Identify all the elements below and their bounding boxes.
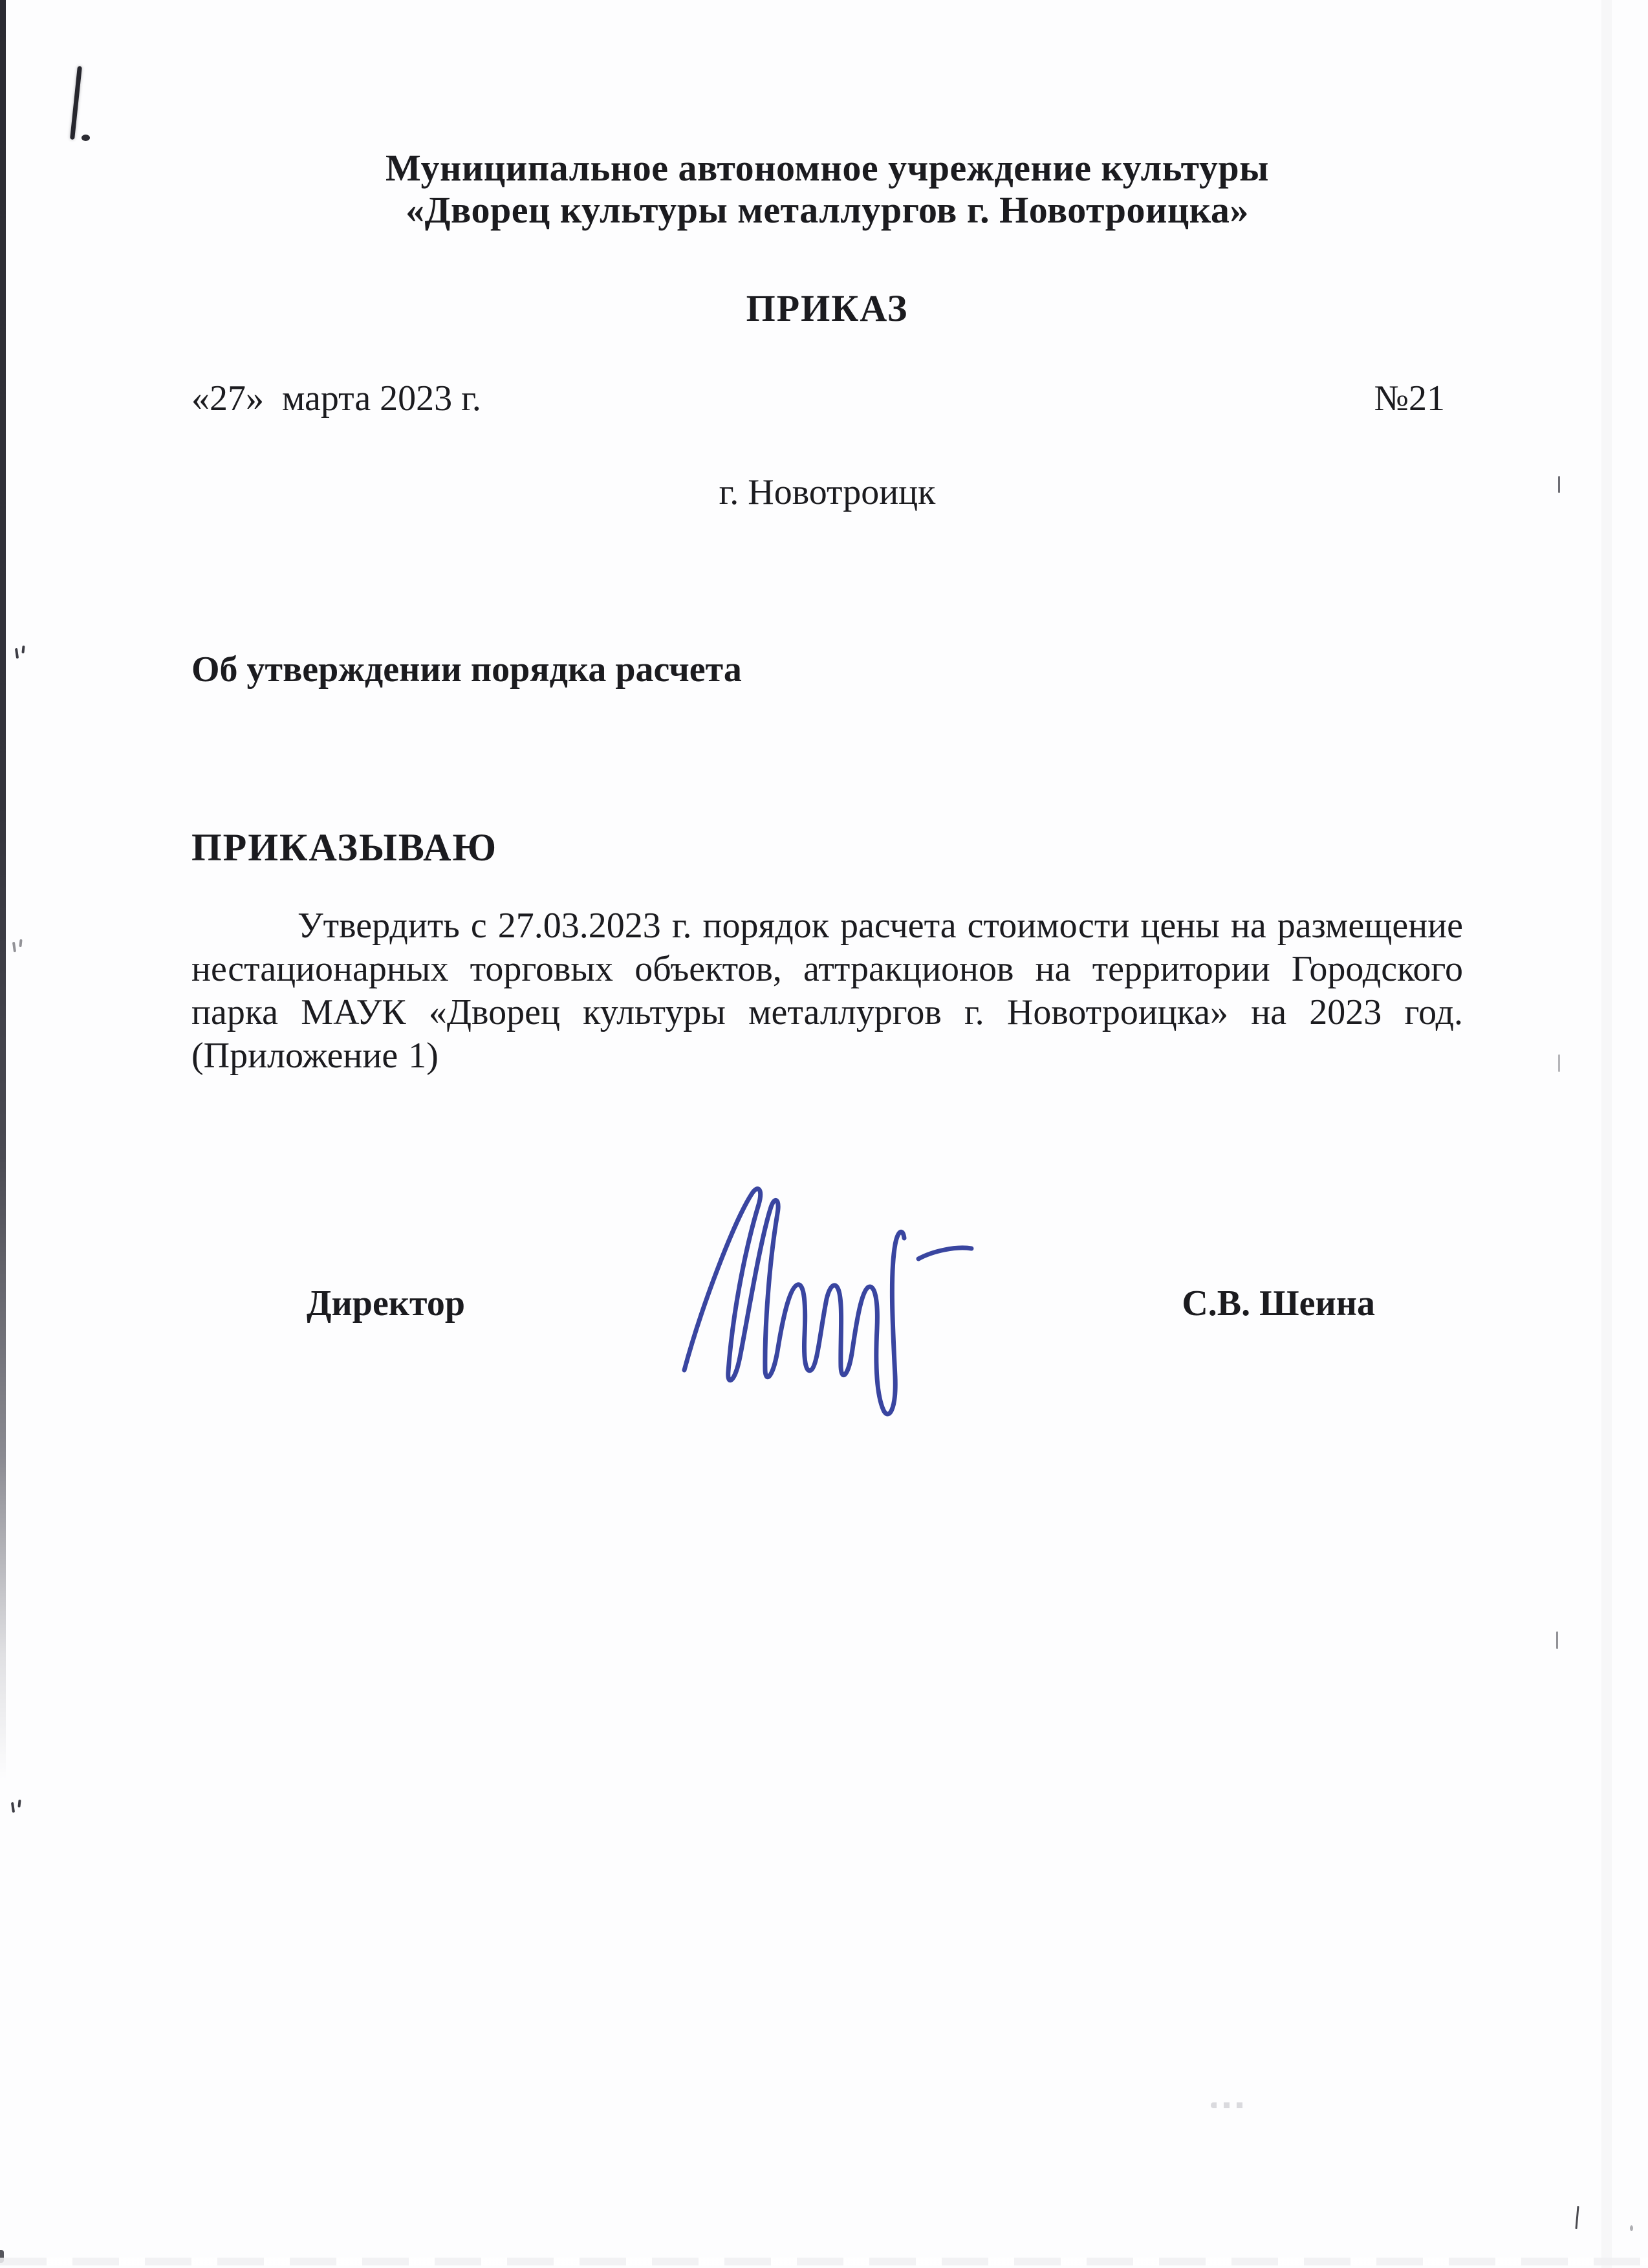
pen-tick <box>12 942 16 952</box>
staple-mark <box>70 66 82 140</box>
edge-tick-right-2 <box>1558 1054 1560 1072</box>
doc-type-title: ПРИКАЗ <box>746 287 909 329</box>
pen-tick <box>19 939 22 947</box>
corner-speck <box>1630 2225 1633 2231</box>
scan-edge-shadow <box>0 0 6 1779</box>
signer-role: Директор <box>307 1283 465 1324</box>
org-name-line1: Муниципальное автономное учреждение культуры <box>385 147 1269 189</box>
date-number-row <box>191 377 1463 420</box>
scanner-band <box>1601 0 1612 2268</box>
signature-row <box>191 1282 1463 1334</box>
decree-word: ПРИКАЗЫВАЮ <box>191 825 498 869</box>
document-content <box>191 0 1463 1334</box>
doc-number: №21 <box>1374 378 1445 419</box>
faint-smudge <box>1211 2102 1250 2108</box>
edge-tick-right-1 <box>1558 476 1560 493</box>
city-line: г. Новотроицк <box>719 472 936 512</box>
pen-tick <box>11 1802 15 1813</box>
pen-tick <box>21 646 25 653</box>
pen-tick <box>17 1800 21 1807</box>
signer-name: С.В. Шеина <box>1182 1283 1375 1324</box>
org-name-line2: «Дворец культуры металлургов г. Новотроицка» <box>406 188 1249 231</box>
doc-date: «27» марта 2023 г. <box>191 378 481 419</box>
staple-mark-dot <box>81 135 90 141</box>
edge-tick-right-3 <box>1556 1631 1558 1649</box>
corner-mark-bottom-right <box>1575 2206 1579 2229</box>
bottom-scan-dashes <box>0 2258 1648 2265</box>
subject-line: Об утверждении порядка расчета <box>191 649 742 690</box>
org-name-block <box>191 147 1463 232</box>
pen-tick <box>15 648 19 659</box>
order-body-paragraph: Утвердить с 27.03.2023 г. порядок расчета стоимости цены на размещение нестационарных торговых объектов, аттракционов на территории Городского парка МАУК «Дворец культуры металлургов г. Новотроицка» на 2023 год. (Приложение 1) <box>191 906 1463 1076</box>
